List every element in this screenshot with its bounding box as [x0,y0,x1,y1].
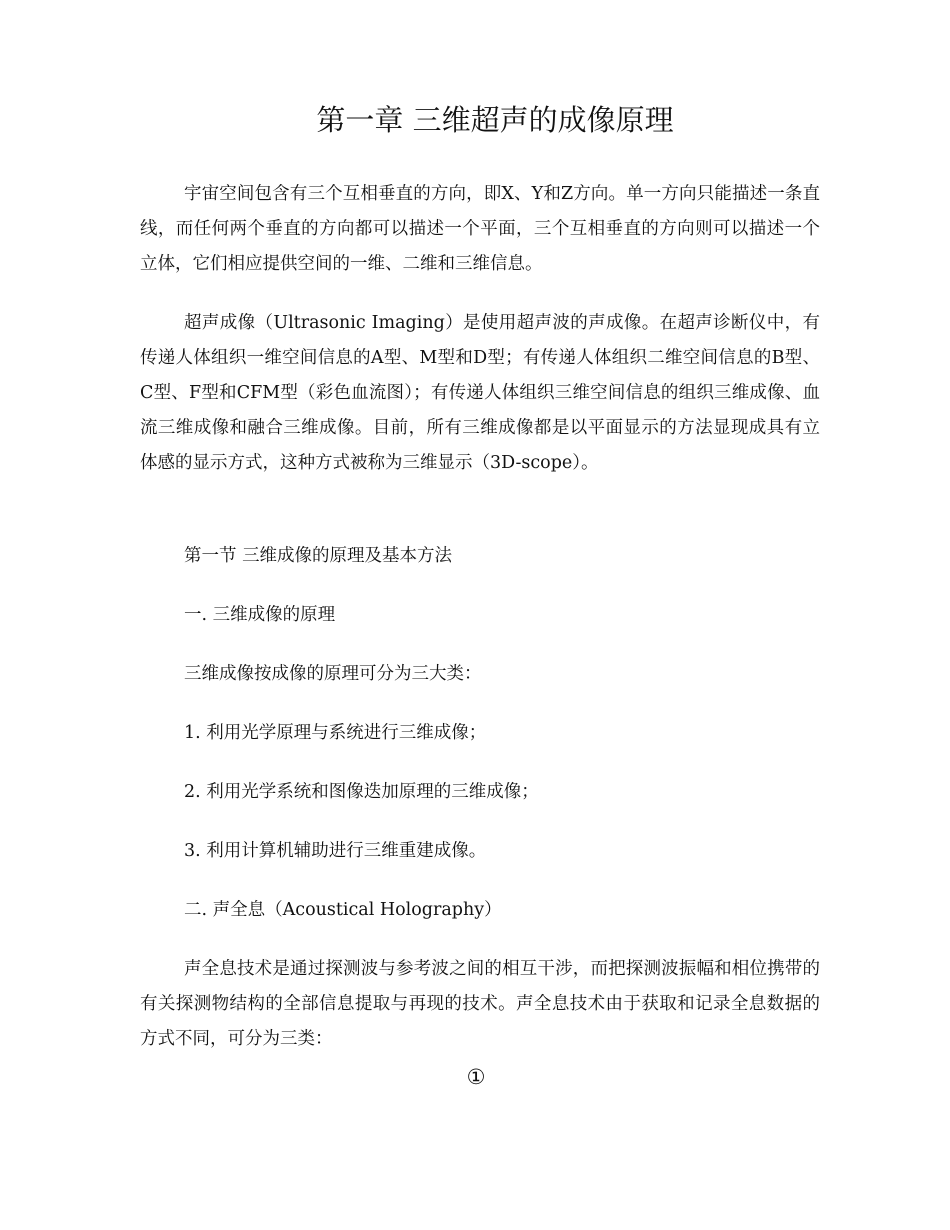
paragraph-ultrasonic-imaging: 超声成像（Ultrasonic Imaging）是使用超声波的声成像。在超声诊断仪中，有传递人体组织一维空间信息的A型、M型和D型；有传递人体组织二维空间信息的B型、C型、F型和CFM型（彩色血流图）；有传递人体组织三维空间信息的组织三维成像、血流三维成像和融合三维成像。目前，所有三维成像都是以平面显示的方法显现成具有立体感的显示方式，这种方式被称为三维显示（3D-scope）。 [140,313,820,473]
subheading-acoustical-holography: 二. 声全息（Acoustical Holography） [184,900,502,920]
intro-line: 三维成像按成像的原理可分为三大类： [184,664,482,684]
chapter-title: 第一章 三维超声的成像原理 [316,103,674,137]
paragraph-intro: 宇宙空间包含有三个互相垂直的方向，即X、Y和Z方向。单一方向只能描述一条直线，而任何两个垂直的方向都可以描述一个平面，三个互相垂直的方向则可以描述一个立体，它们相应提供空间的一维、二维和三维信息。 [140,184,820,274]
section-heading: 第一节 三维成像的原理及基本方法 [184,546,453,566]
paragraph-holography: 声全息技术是通过探测波与参考波之间的相互干涉，而把探测波振幅和相位携带的有关探测物结构的全部信息提取与再现的技术。声全息技术由于获取和记录全息数据的方式不同，可分为三类： [140,959,820,1049]
list-item: 3. 利用计算机辅助进行三维重建成像。 [184,841,487,861]
page-number: ① [466,1065,486,1089]
list-item: 2. 利用光学系统和图像迭加原理的三维成像； [184,782,539,802]
list-item: 1. 利用光学原理与系统进行三维成像； [184,723,487,743]
subheading-principle: 一. 三维成像的原理 [184,605,336,625]
